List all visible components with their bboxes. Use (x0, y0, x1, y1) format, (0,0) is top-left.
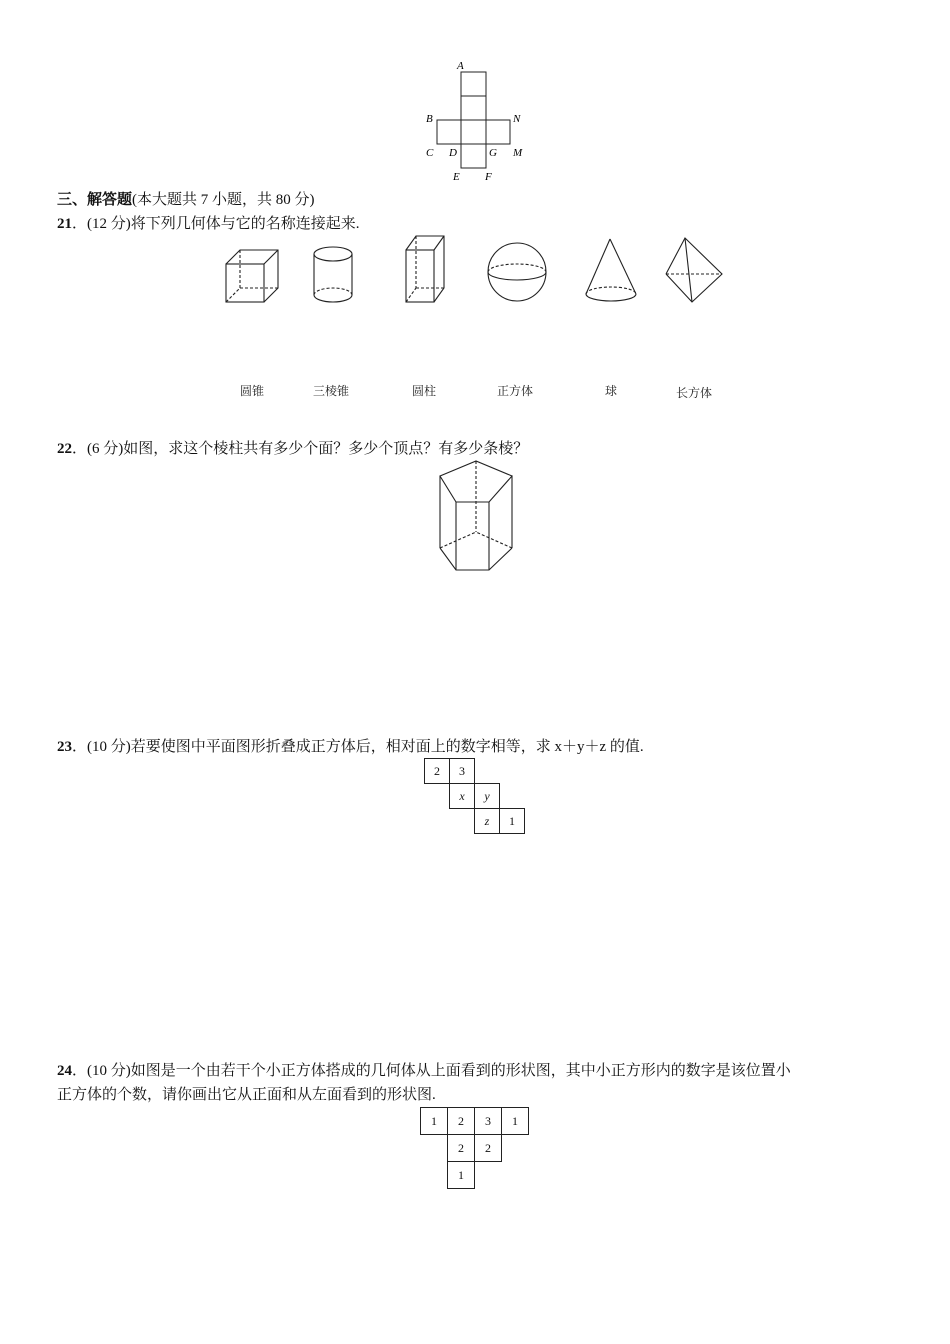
net-label-m: M (513, 147, 523, 159)
net-cell: y (474, 783, 500, 809)
cylinder-shape (314, 247, 352, 302)
name-cylinder: 圆柱 (412, 384, 437, 398)
cube-net-figure (420, 58, 540, 188)
question-24-cont: 正方体的个数，请你画出它从正面和从左面看到的形状图. (57, 1087, 436, 1103)
net-cell: 2 (424, 758, 450, 784)
net-cell: x (449, 783, 475, 809)
grid-cell: 2 (447, 1107, 475, 1135)
grid-cell: 2 (447, 1134, 475, 1162)
name-triangular-pyramid: 三棱锥 (313, 384, 350, 398)
solids-figure (220, 232, 730, 312)
question-text: ．(6 分)如图，求这个棱柱共有多少个面？多少个顶点？有多少条棱？ (72, 441, 529, 457)
grid-cell: 2 (474, 1134, 502, 1162)
question-text: ．(10 分)如图是一个由若干个小正方体搭成的几何体从上面看到的形状图，其中小正方形内的数字是该位置小 (72, 1063, 791, 1079)
pentagonal-prism-figure (432, 456, 522, 576)
cube-shape (226, 250, 278, 302)
net-label-a: A (457, 60, 464, 72)
question-24 (57, 1061, 791, 1081)
question-text: ．(10 分)若要使图中平面图形折叠成正方体后，相对面上的数字相等，求 x＋y＋z 的值. (72, 739, 644, 755)
net-label-n: N (513, 113, 521, 125)
net-cell: 1 (499, 808, 525, 834)
net-label-b: B (426, 113, 433, 125)
sphere-shape (488, 243, 546, 301)
net-cell: z (474, 808, 500, 834)
question-number: 22 (57, 441, 72, 457)
q23-net-grid (424, 758, 528, 838)
question-number: 24 (57, 1063, 72, 1079)
question-text: ．(12 分)将下列几何体与它的名称连接起来. (72, 216, 360, 232)
name-cone: 圆锥 (240, 384, 265, 398)
question-21 (57, 214, 360, 234)
name-cuboid: 长方体 (676, 386, 713, 400)
grid-cell: 1 (501, 1107, 529, 1135)
q24-top-view-grid (420, 1107, 532, 1191)
section-title: 三、解答题 (57, 192, 133, 208)
cone-shape (586, 239, 636, 301)
section-note: (本大题共 7 小题，共 80 分) (132, 192, 315, 208)
question-23 (57, 737, 644, 757)
section-heading (57, 190, 315, 210)
net-label-d: D (449, 147, 457, 159)
net-label-g: G (489, 147, 497, 159)
net-label-e: E (453, 171, 460, 183)
grid-cell: 1 (447, 1161, 475, 1189)
net-label-f: F (485, 171, 492, 183)
grid-cell: 3 (474, 1107, 502, 1135)
grid-cell: 1 (420, 1107, 448, 1135)
question-number: 23 (57, 739, 72, 755)
net-label-c: C (426, 147, 434, 159)
name-sphere: 球 (605, 384, 618, 398)
net-cell: 3 (449, 758, 475, 784)
question-number: 21 (57, 216, 72, 232)
name-cube: 正方体 (497, 384, 534, 398)
cuboid-shape (406, 236, 444, 302)
pyramid-shape (666, 238, 722, 302)
